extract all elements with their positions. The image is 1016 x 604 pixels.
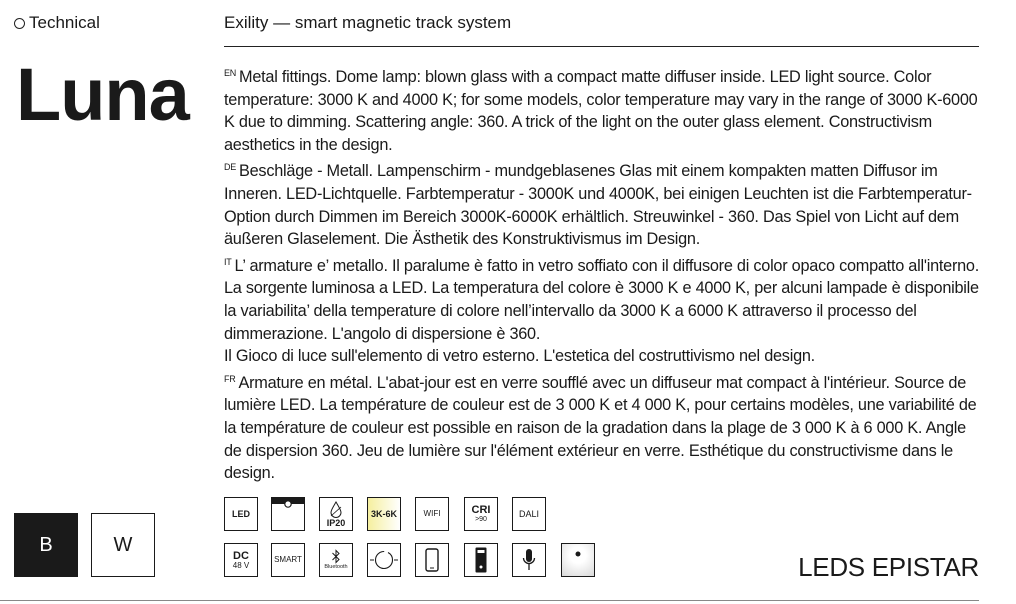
product-name: Luna xyxy=(16,53,189,136)
wifi-icon xyxy=(415,497,449,531)
header-section-label xyxy=(14,13,100,33)
bluetooth-label: Bluetooth xyxy=(324,564,348,570)
lang-tag-en: EN xyxy=(224,68,237,78)
ip20-icon xyxy=(319,497,353,531)
color-temperature-icon xyxy=(367,497,401,531)
light-effect-icon xyxy=(561,543,595,577)
description-fr-text: Armature en métal. L'abat-jour est en verre soufflé avec un diffuseur mat compact à l'intérieur. Source de lumière LED. La température de couleur est de 3 000 K et 4 000 K, pour certains modèles, une variabilité de la température de couleur est possible en raison de la gradation dans la plage de 3 000 K à 6 000 K. Angle de dispersion 360. Jeu de lumière sur l'élément extérieur en verre. Esthétique du constructivisme dans le design. xyxy=(224,373,977,483)
description-it-text: L’ armature e’ metallo. Il paralume è fatto in vetro soffiato con il diffusore di color opaco compatto all'interno. La sorgente luminosa a LED. La temperatura del colore è 3000 K e 4000 K, per alcuni lampade è disponibile la variabilita’ della temperature di colore nell’intervallo da 3000 K a 6000 K attraverso il processo del dimmerazione. L'angolo di dispersione è 360. xyxy=(224,256,980,343)
smartphone-icon xyxy=(415,543,449,577)
track-profile-icon xyxy=(271,497,305,531)
section-label-text: Technical xyxy=(29,13,100,32)
description-en-text: Metal fittings. Dome lamp: blown glass with a compact matte diffuser inside. LED light source. Color temperature: 3000 K and 4000 K; for some models, color temperature may vary in the range of 3000 K-6000 K due to dimming. Scattering angle: 360. A trick of the light on the outer glass element. Constructivism aesthetics in the design. xyxy=(224,68,978,154)
description-de-text: Beschläge - Metall. Lampenschirm - mundgeblasenes Glas mit einem kompakten matten Diffusor im Inneren. LED-Lichtquelle. Farbtemperatur - 3000K und 4000K, bei einigen Leuchten ist die Farbtemperatur-Option durch Dimmen im Bereich 3000K-6000K erhältlich. Streuwinkel - 360. Das Spiel von Licht auf dem äußeren Glaselement. Die Ästhetik des Konstruktivismus im Design. xyxy=(224,162,972,249)
circle-icon xyxy=(14,18,25,29)
bluetooth-icon xyxy=(319,543,353,577)
dc-voltage: 48 V xyxy=(232,560,250,570)
description-de xyxy=(224,156,982,250)
description-en xyxy=(224,62,982,156)
dc-label: DC xyxy=(233,549,249,562)
dimmer-icon xyxy=(367,543,401,577)
description-fr xyxy=(224,368,982,485)
cri-icon xyxy=(464,497,498,531)
lang-tag-de: DE xyxy=(224,162,237,173)
led-label: LED xyxy=(232,509,250,519)
cri-value: >90 xyxy=(475,515,487,523)
cri-label: CRI xyxy=(471,503,491,516)
smart-label: SMART xyxy=(274,555,302,564)
color-swatch-black[interactable]: B xyxy=(14,513,78,577)
description-it xyxy=(224,251,982,345)
led-icon xyxy=(224,497,258,531)
cct-label: 3K-6K xyxy=(370,509,397,519)
dali-icon xyxy=(512,497,546,531)
microphone-icon xyxy=(512,543,546,577)
lang-tag-fr: FR xyxy=(224,373,236,384)
dc-voltage-icon xyxy=(224,543,258,577)
system-title: Exility — smart magnetic track system xyxy=(224,13,512,32)
divider-top xyxy=(224,46,979,47)
lang-tag-it: IT xyxy=(224,256,232,267)
color-swatch-white[interactable]: W xyxy=(91,513,155,577)
description-it-2: Il Gioco di luce sull'elemento di vetro esterno. L'estetica del costruttivismo nel design. xyxy=(224,347,815,366)
remote-control-icon xyxy=(464,543,498,577)
divider-bottom xyxy=(0,600,979,601)
wifi-label: WIFI xyxy=(423,509,441,518)
ip20-label: IP20 xyxy=(326,518,346,528)
dali-label: DALI xyxy=(518,509,539,519)
brand-label: LEDS EPISTAR xyxy=(798,552,979,582)
smart-icon xyxy=(271,543,305,577)
description-block xyxy=(224,62,982,485)
